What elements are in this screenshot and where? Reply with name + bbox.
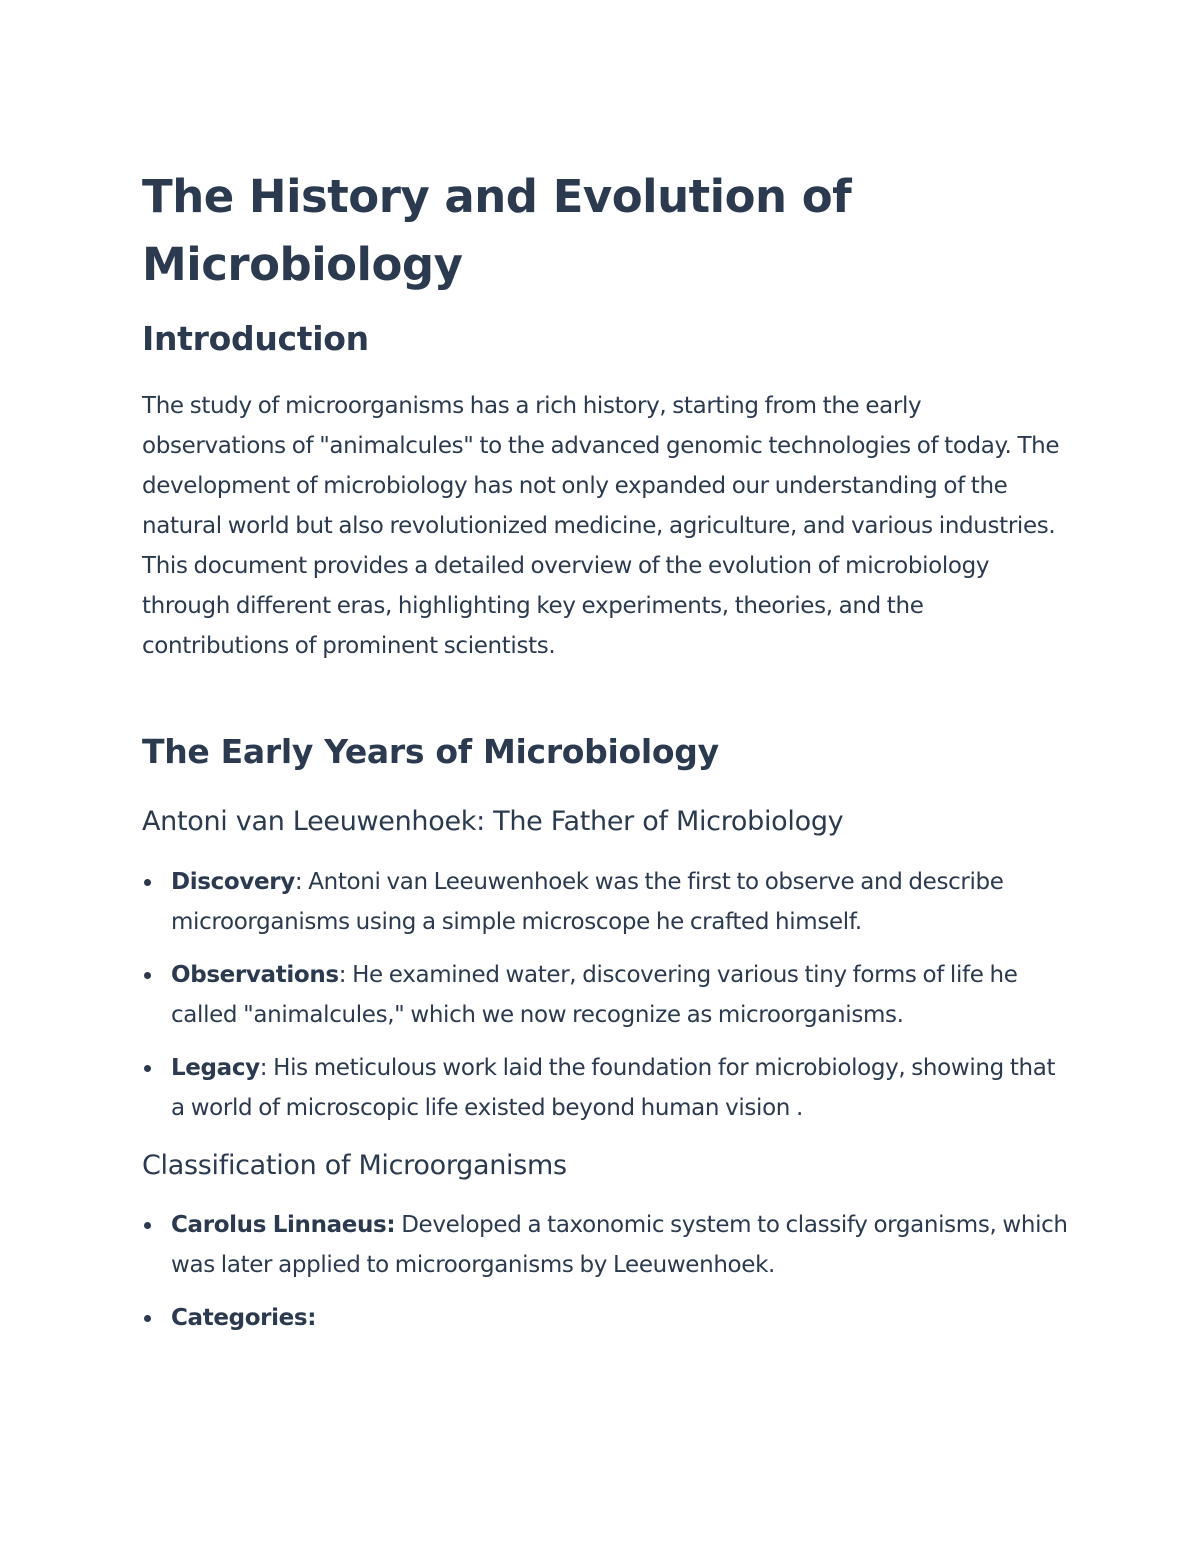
bullet-icon: [144, 1315, 151, 1322]
list-item-text: His meticulous work laid the foundation for microbiology, showing that a world of microscopic life existed beyond human vision .: [171, 1055, 1056, 1121]
list-item-separator: :: [338, 962, 347, 988]
list-item: [142, 955, 1072, 1035]
introduction-heading: Introduction: [142, 319, 369, 358]
list-item: [142, 1048, 1072, 1128]
list-item-text: Antoni van Leeuwenhoek was the first to observe and describe microorganisms using a simple microscope he crafted himself.: [171, 869, 1004, 935]
list-item-text: Developed a taxonomic system to classify organisms, which was later applied to microorganisms by Leeuwenhoek.: [171, 1212, 1068, 1278]
list-item-term: Categories: [171, 1305, 308, 1331]
bullet-icon: [144, 1065, 151, 1072]
bullet-icon: [144, 879, 151, 886]
list-item: [142, 862, 1072, 942]
classification-heading: Classification of Microorganisms: [142, 1150, 567, 1181]
classification-list: [142, 1205, 1072, 1351]
list-item-term: Discovery: [171, 869, 295, 895]
document-title: The History and Evolution of Microbiology: [142, 170, 852, 291]
list-item-separator: :: [259, 1055, 268, 1081]
list-item-separator: :: [294, 869, 303, 895]
list-item: [142, 1298, 1072, 1338]
list-item-separator: :: [307, 1305, 317, 1331]
list-item-separator: :: [386, 1212, 396, 1238]
bullet-icon: [144, 1222, 151, 1229]
early-years-heading: The Early Years of Microbiology: [142, 732, 719, 771]
list-item-term: Observations: [171, 962, 339, 988]
list-item-term: Legacy: [171, 1055, 260, 1081]
list-item-text: He examined water, discovering various tiny forms of life he called "animalcules," which we now recognize as microorganisms.: [171, 962, 1018, 1028]
bullet-icon: [144, 972, 151, 979]
leeuwenhoek-list: [142, 862, 1072, 1141]
leeuwenhoek-heading: Antoni van Leeuwenhoek: The Father of Microbiology: [142, 806, 844, 837]
introduction-paragraph: The study of microorganisms has a rich history, starting from the early observations of "animalcules" to the advanced genomic technologies of today. The development of microbiology has not only expanded our understanding of the natural world but also revolutionized medicine, agriculture, and various industries. This document provides a detailed overview of the evolution of microbiology through different eras, highlighting key experiments, theories, and the contributions of prominent scientists.: [142, 393, 1060, 659]
list-item: [142, 1205, 1072, 1285]
list-item-term: Carolus Linnaeus: [171, 1212, 387, 1238]
